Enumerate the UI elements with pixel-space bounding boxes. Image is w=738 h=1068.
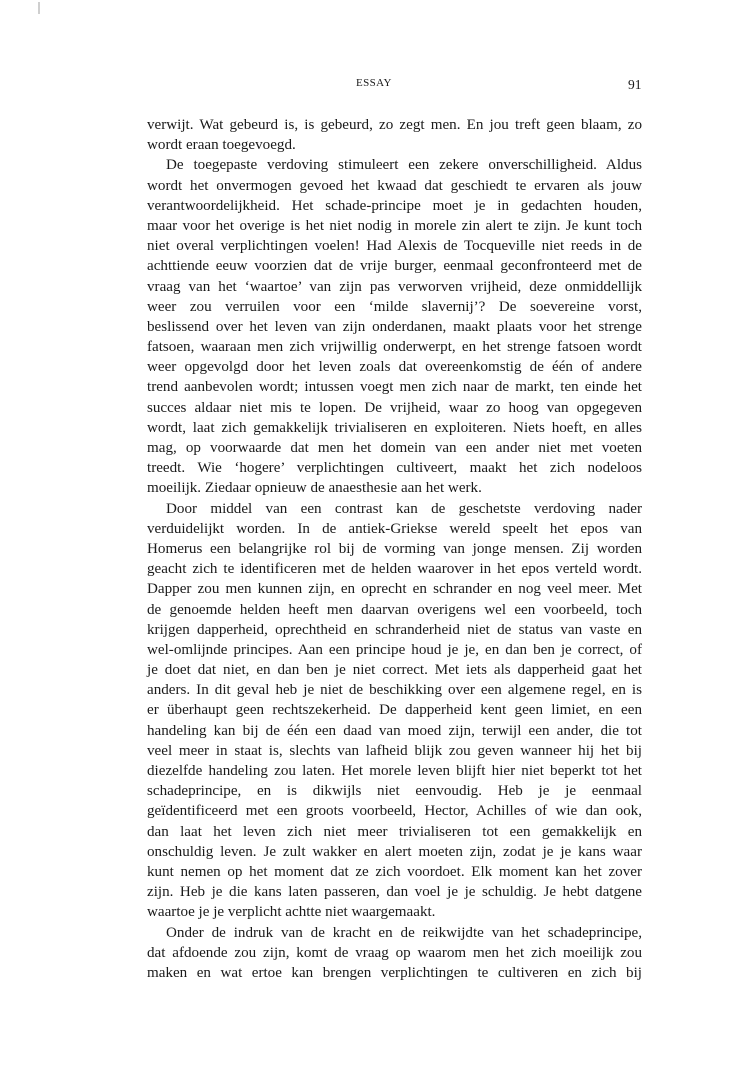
text-line: Door middel van een contrast kan de geschetste verdoving nader (166, 500, 642, 517)
text-line: geïdentificeerd met een groots voorbeeld, Hector, Achilles of wie dan ook, (147, 803, 642, 820)
text-line: schadeprincipe, en is dikwijls niet eenvoudig. Heb je je eenmaal (147, 783, 642, 800)
text-line: wordt, laat zich gemakkelijk trivialiseren en exploiteren. Niets hoeft, en alles (147, 419, 642, 436)
text-line: wordt eraan toegevoegd. (147, 137, 296, 154)
text-line: krijgen dapperheid, oprechtheid en schranderheid niet de status van vaste en (147, 621, 642, 638)
text-line: verduidelijkt worden. In de antiek-Griekse wereld speelt het epos van (147, 520, 642, 537)
text-line: geacht zich te identificeren met de helden waarover in het epos verteld wordt. (147, 561, 642, 578)
text-line: dan laat het leven zich niet meer trivialiseren tot een gemakkelijk en (147, 823, 642, 840)
text-line: diezelfde handeling zou laten. Het morele leven blijft hier niet beperkt tot het (147, 763, 642, 779)
text-line: waartoe je je verplicht achtte niet waargemaakt. (147, 904, 436, 921)
text-line: onschuldig leven. Je zult wakker en alert moeten zijn, zodat je je kans waar (147, 843, 642, 860)
text-line: dat afdoende zou zijn, komt de vraag op waarom men het zich moeilijk zou (147, 944, 642, 961)
text-line: verantwoordelijkheid. Het schade-principe moet je in gedachten houden, (147, 197, 642, 214)
text-line: achttiende eeuw voorzien dat de vrije burger, eenmaal geconfronteerd met de (147, 258, 642, 275)
section-title: ESSAY (356, 77, 392, 89)
text-line: moeilijk. Ziedaar opnieuw de anaesthesie aan het werk. (147, 480, 482, 497)
text-line: trend aanbevolen wordt; intussen voegt men zich naar de markt, ten einde het (147, 379, 642, 396)
text-line: De toegepaste verdoving stimuleert een zekere onverschilligheid. Aldus (166, 157, 642, 174)
text-line: vraag van het ‘waartoe’ van zijn pas verworven vrijheid, deze onmiddellijk (147, 278, 642, 295)
text-line: maar voor het overige is het niet nodig in morele zin alert te zijn. Je kunt toch (147, 217, 642, 234)
scan-edge-mark (38, 2, 40, 14)
text-line: Homerus een belangrijke rol bij de vorming van jonge mensen. Zij worden (147, 540, 642, 557)
body-text (147, 115, 642, 983)
text-line: je doet dat niet, en dan ben je niet correct. Met iets als dapperheid gaat het (147, 662, 642, 679)
text-line: fatsoen, waaraan men zich vrijwillig onderwerpt, en het strenge fatsoen wordt (147, 339, 642, 356)
text-line: zijn. Heb je die kans laten passeren, dan voel je je schuldig. Je hebt datgene (147, 884, 642, 901)
text-line: niet overal verplichtingen voelen! Had Alexis de Tocqueville niet reeds in de (147, 238, 642, 255)
text-line: succes aldaar niet mis te lopen. De vrijheid, waar zo hoog van opgegeven (147, 399, 642, 416)
text-line: weer zou verruilen voor een ‘milde slavernij’? De soevereine vorst, (147, 298, 642, 315)
text-line: Onder de indruk van de kracht en de reikwijdte van het schadeprincipe, (166, 924, 642, 941)
text-line: veel meer in staat is, slechts van lafheid blijk zou geven wanneer hij het bij (147, 742, 642, 759)
text-line: weer opgevolgd door het leven zoals dat overeenkomstig de één of andere (147, 359, 642, 376)
page-number: 91 (628, 77, 642, 92)
text-line: er überhaupt geen rechtszekerheid. De dapperheid kent geen limiet, en een (147, 702, 642, 719)
text-line: mag, op voorwaarde dat men het domein van een ander niet met voeten (147, 440, 642, 456)
text-line: kunt nemen op het moment dat ze zich voordoet. Elk moment kan het zover (147, 863, 642, 880)
text-line: anders. In dit geval heb je niet de beschikking over een algemene regel, en is (147, 682, 642, 699)
running-head (0, 77, 738, 95)
text-line: treedt. Wie ‘hogere’ verplichtingen cultiveert, maakt het zich nodeloos (147, 460, 642, 477)
text-line: handeling kan bij de één een daad van moed zijn, terwijl een ander, die tot (147, 722, 642, 739)
text-line: verwijt. Wat gebeurd is, is gebeurd, zo zegt men. En jou treft geen blaam, zo (147, 117, 642, 133)
text-line: Dapper zou men kunnen zijn, en oprecht en schrander en nog veel meer. Met (147, 581, 642, 598)
text-line: wel-omlijnde principes. Aan een principe houd je je, en dan ben je correct, of (147, 641, 642, 658)
text-line: maken en wat ertoe kan brengen verplichtingen te cultiveren en zich bij (147, 964, 642, 981)
text-line: wordt het onvermogen gevoed het kwaad dat geschiedt te ervaren als jouw (147, 177, 642, 194)
text-line: de genoemde helden heeft men daarvan overigens wel een voorbeeld, toch (147, 601, 642, 618)
text-line: beslissend over het leven van zijn onderdanen, maakt plaats voor het strenge (147, 318, 642, 335)
